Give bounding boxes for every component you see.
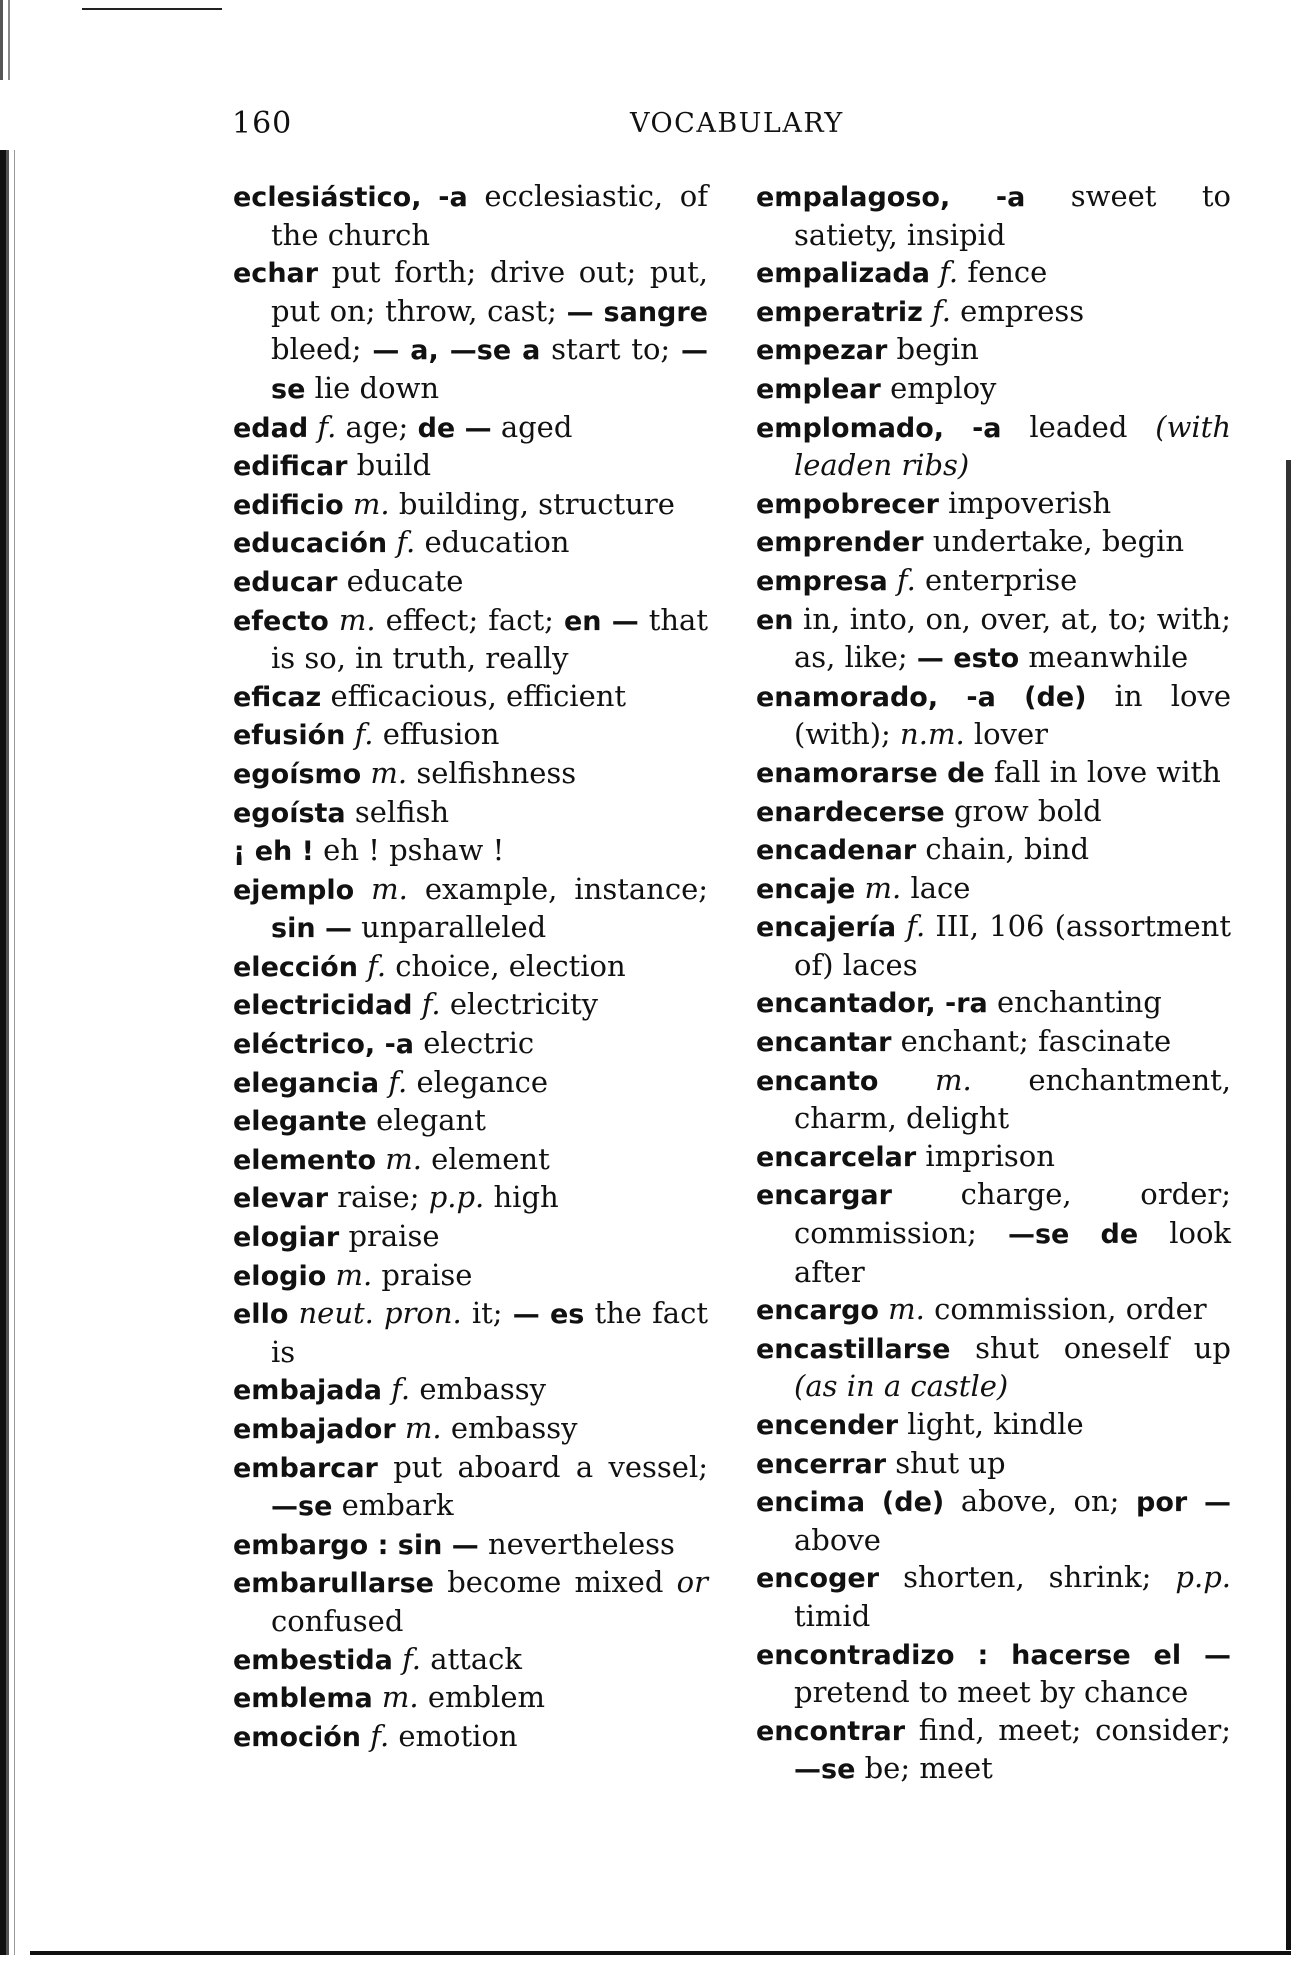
definition: enterprise	[915, 562, 1078, 597]
headword: enardecerse	[756, 796, 945, 828]
dictionary-entry	[233, 1141, 708, 1180]
definition: in, into, on, over, at, to; with; as, like;	[793, 601, 1231, 675]
grammar-label: (as in a castle)	[794, 1369, 1009, 1404]
headword: embarullarse	[233, 1568, 434, 1600]
dictionary-entry	[756, 1406, 1231, 1445]
definition: ecclesiastic, of the church	[271, 179, 708, 252]
grammar-label: f.	[361, 1718, 390, 1753]
headword: ejemplo	[233, 874, 355, 906]
dictionary-entry	[233, 409, 708, 448]
headword: egoísmo	[233, 758, 362, 790]
dictionary-entry	[756, 1138, 1231, 1177]
headword: ¡ eh !	[233, 836, 314, 868]
headword: efusión	[233, 720, 346, 752]
dictionary-entry	[756, 984, 1231, 1023]
definition: impoverish	[938, 485, 1112, 520]
grammar-label: f.	[379, 1064, 408, 1099]
grammar-label: p.p.	[1175, 1560, 1231, 1595]
definition: above, on;	[944, 1484, 1137, 1519]
dictionary-entry	[233, 1641, 708, 1680]
headword: en	[756, 604, 794, 636]
definition: building, structure	[389, 486, 675, 521]
dictionary-entry	[233, 794, 708, 833]
dictionary-entry	[233, 1102, 708, 1141]
headword: emprender	[756, 527, 924, 559]
dictionary-entry	[756, 562, 1231, 601]
headword: emoción	[233, 1721, 362, 1753]
grammar-label: neut. pron.	[288, 1296, 462, 1331]
grammar-label: n.m.	[900, 717, 965, 752]
grammar-label: f.	[308, 409, 337, 444]
top-rule	[82, 8, 222, 10]
definition: educate	[337, 563, 464, 598]
headword: eléctrico, -a	[233, 1029, 414, 1061]
definition: fall in love with	[984, 754, 1221, 789]
page-bottom-edge	[30, 1951, 1291, 1955]
headword: —se	[271, 335, 709, 405]
definition: III, 106 (assortment of) laces	[794, 909, 1231, 982]
dictionary-entry	[756, 370, 1231, 409]
dictionary-entry	[233, 254, 708, 408]
dictionary-entry	[233, 563, 708, 602]
dictionary-entry	[756, 1559, 1231, 1635]
dictionary-entry	[233, 1257, 708, 1296]
definition: undertake, begin	[923, 524, 1185, 559]
dictionary-entry	[233, 986, 708, 1025]
definition: in love (with);	[794, 678, 1232, 752]
headword: encadenar	[756, 835, 917, 867]
headword: ello	[233, 1299, 289, 1331]
headword: elegante	[233, 1106, 367, 1138]
grammar-label: m.	[878, 1292, 925, 1327]
headword: — sangre	[566, 296, 708, 328]
definition: empress	[950, 293, 1085, 328]
headword: encargar	[756, 1180, 892, 1212]
dictionary-entry	[233, 1179, 708, 1218]
headword: encaje	[756, 873, 856, 905]
page-right-edge	[1286, 460, 1291, 1950]
definition: aged	[491, 409, 573, 444]
dictionary-entry	[233, 1295, 708, 1371]
definition: pretend to meet by chance	[794, 1675, 1189, 1710]
definition: timid	[794, 1598, 871, 1633]
headword: enamorado, -a (de)	[756, 681, 1087, 713]
headword: elegancia	[233, 1067, 380, 1099]
dictionary-entry	[233, 716, 708, 755]
right-column	[756, 178, 1231, 1789]
headword: empobrecer	[756, 488, 939, 520]
dictionary-entry	[233, 602, 708, 678]
headword: encontradizo : hacerse el —	[756, 1639, 1231, 1671]
dictionary-entry	[756, 178, 1231, 254]
definition: high	[484, 1180, 559, 1215]
definition: shut up	[886, 1445, 1006, 1480]
dictionary-entry	[756, 1062, 1231, 1138]
dictionary-entry	[756, 293, 1231, 332]
definition: nevertheless	[478, 1526, 675, 1561]
grammar-label: p.p.	[428, 1180, 485, 1215]
grammar-label: m.	[372, 1680, 419, 1715]
dictionary-entry	[233, 486, 708, 525]
definition: electricity	[440, 987, 599, 1022]
definition: selfishness	[407, 755, 577, 790]
dictionary-entry	[233, 1410, 708, 1449]
headword: empresa	[756, 565, 888, 597]
running-head: VOCABULARY	[630, 108, 844, 139]
definition: education	[415, 525, 570, 560]
headword: encargo	[756, 1295, 879, 1327]
headword: elemento	[233, 1144, 377, 1176]
definition: start to;	[540, 332, 682, 367]
grammar-label: m.	[878, 1062, 972, 1097]
definition: embassy	[441, 1411, 578, 1445]
definition: choice, election	[386, 948, 626, 983]
headword: encantar	[756, 1027, 892, 1059]
headword: electricidad	[233, 990, 413, 1022]
definition: become mixed	[433, 1565, 677, 1600]
dictionary-entry	[756, 485, 1231, 524]
definition: that is so, in truth, really	[271, 602, 709, 676]
headword: elogio	[233, 1260, 327, 1292]
headword: edificar	[233, 451, 348, 483]
headword: embargo : sin —	[233, 1529, 479, 1561]
definition: element	[421, 1141, 550, 1176]
headword: de —	[417, 412, 492, 444]
headword: educar	[233, 566, 338, 598]
headword: encender	[756, 1410, 899, 1441]
definition: raise;	[328, 1180, 429, 1215]
grammar-label: f.	[929, 255, 959, 290]
dictionary-entry	[233, 948, 708, 987]
headword: encajería	[756, 912, 897, 944]
dictionary-entry	[756, 1445, 1231, 1484]
headword: encarcelar	[756, 1141, 917, 1173]
headword: elección	[233, 951, 358, 983]
dictionary-entry	[756, 1712, 1231, 1789]
definition: build	[347, 448, 432, 483]
definition: unparalleled	[351, 910, 547, 945]
headword: emblema	[233, 1683, 373, 1715]
grammar-label: m.	[354, 871, 408, 906]
headword: embajada	[233, 1375, 383, 1407]
headword: eclesiástico, -a	[233, 182, 468, 213]
dictionary-entry	[756, 754, 1231, 793]
definition: embark	[332, 1488, 454, 1523]
headword: emplear	[756, 373, 881, 405]
page-scan-edge	[0, 0, 30, 80]
grammar-label: (with leaden ribs)	[794, 409, 1232, 483]
headword: echar	[233, 258, 319, 290]
headword: encoger	[756, 1563, 880, 1595]
headword: — es	[512, 1299, 585, 1331]
dictionary-entry	[756, 1023, 1231, 1062]
dictionary-entry	[756, 1176, 1231, 1291]
grammar-label: f.	[392, 1641, 422, 1676]
definition: lover	[964, 717, 1049, 752]
headword: encima (de)	[756, 1487, 945, 1519]
dictionary-entry	[233, 1679, 708, 1718]
headword: encanto	[756, 1065, 879, 1097]
headword: educación	[233, 528, 388, 560]
grammar-label: f.	[357, 948, 387, 983]
definition: above	[794, 1522, 881, 1557]
dictionary-entry	[233, 871, 708, 948]
headword: —se	[794, 1754, 856, 1786]
grammar-label: m.	[855, 870, 902, 905]
headword: encerrar	[756, 1448, 887, 1480]
definition: bleed;	[271, 332, 373, 367]
definition: eh ! pshaw !	[313, 833, 505, 868]
grammar-label: m.	[343, 486, 390, 521]
grammar-label: f.	[387, 525, 416, 560]
definition: lace	[901, 870, 971, 905]
grammar-label: f.	[382, 1372, 411, 1407]
definition: elegance	[407, 1064, 549, 1099]
definition: chain, bind	[916, 832, 1090, 867]
definition: put aboard a vessel;	[377, 1449, 708, 1484]
headword: —se	[271, 1491, 333, 1523]
dictionary-entry	[756, 793, 1231, 832]
dictionary-entry	[756, 831, 1231, 870]
dictionary-entry	[233, 755, 708, 794]
definition: begin	[887, 332, 979, 367]
dictionary-entry	[233, 447, 708, 486]
headword: encastillarse	[756, 1333, 951, 1365]
definition: selfish	[345, 794, 450, 829]
headword: sin —	[271, 913, 352, 945]
definition: leaded	[1001, 409, 1156, 444]
headword: embajador	[233, 1414, 396, 1445]
headword: encontrar	[756, 1715, 906, 1747]
definition: put forth; drive out; put, put on; throw, cast;	[271, 255, 708, 328]
headword: efecto	[233, 605, 329, 637]
definition: enchant; fascinate	[891, 1024, 1172, 1059]
headword: emperatriz	[756, 296, 923, 328]
definition: look after	[794, 1216, 1231, 1289]
definition: find, meet; consider;	[905, 1712, 1231, 1747]
dictionary-entry	[756, 601, 1231, 678]
dictionary-entry	[756, 254, 1231, 293]
headword: elevar	[233, 1183, 329, 1215]
grammar-label: f.	[345, 717, 374, 752]
dictionary-entry	[756, 409, 1231, 485]
page-number: 160	[232, 106, 293, 141]
definition: age;	[336, 409, 418, 444]
definition: praise	[372, 1257, 473, 1292]
grammar-label: or	[676, 1565, 708, 1600]
dictionary-entry	[233, 178, 708, 254]
dictionary-entry	[756, 1483, 1231, 1559]
headword: elogiar	[233, 1222, 340, 1254]
dictionary-entry	[756, 908, 1231, 984]
dictionary-entry	[233, 1526, 708, 1565]
definition: praise	[339, 1219, 440, 1254]
definition: charge, order; commission;	[794, 1177, 1231, 1251]
left-column	[233, 178, 708, 1756]
headword: edad	[233, 412, 309, 444]
definition: be; meet	[855, 1751, 993, 1786]
definition: emotion	[389, 1718, 518, 1753]
grammar-label: f.	[887, 562, 916, 597]
dictionary-entry	[233, 832, 708, 871]
definition: embassy	[410, 1372, 547, 1407]
headword: edificio	[233, 489, 344, 521]
definition: sweet to satiety, insipid	[794, 179, 1232, 252]
dictionary-entry	[756, 331, 1231, 370]
headword: eficaz	[233, 681, 322, 713]
definition: employ	[880, 370, 997, 405]
definition: electric	[414, 1026, 535, 1061]
dictionary-entry	[233, 1449, 708, 1526]
definition: attack	[421, 1641, 522, 1676]
definition: shut oneself up	[950, 1330, 1231, 1365]
definition: emblem	[418, 1680, 546, 1715]
headword: embarcar	[233, 1452, 378, 1484]
definition: effusion	[373, 717, 500, 752]
headword: empalagoso, -a	[756, 182, 1026, 213]
dictionary-entry	[756, 678, 1231, 754]
dictionary-entry	[233, 1564, 708, 1640]
headword: empezar	[756, 335, 888, 367]
headword: emplomado, -a	[756, 412, 1002, 444]
definition: grow bold	[944, 793, 1102, 828]
grammar-label: f.	[412, 987, 441, 1022]
definition: effect; fact;	[375, 602, 564, 637]
grammar-label: m.	[361, 755, 408, 790]
dictionary-entry	[756, 1330, 1231, 1406]
grammar-label: m.	[326, 1257, 373, 1292]
dictionary-entry	[756, 870, 1231, 909]
definition: fence	[958, 255, 1048, 290]
dictionary-entry	[756, 1291, 1231, 1330]
grammar-label: m.	[328, 602, 376, 637]
grammar-label: f.	[896, 909, 926, 944]
headword: embestida	[233, 1644, 393, 1676]
definition: light, kindle	[898, 1407, 1084, 1441]
grammar-label: m.	[395, 1411, 442, 1445]
headword: en —	[563, 605, 639, 637]
definition: meanwhile	[1019, 640, 1189, 675]
definition: elegant	[366, 1103, 486, 1138]
dictionary-entry	[233, 1025, 708, 1064]
definition: it;	[461, 1296, 513, 1331]
dictionary-entry	[233, 678, 708, 717]
dictionary-entry	[233, 1064, 708, 1103]
dictionary-entry	[233, 1218, 708, 1257]
headword: por —	[1136, 1487, 1232, 1519]
headword: encantador, -ra	[756, 988, 988, 1020]
definition: example, instance;	[407, 871, 709, 906]
dictionary-entry	[233, 524, 708, 563]
definition: enchantment, charm, delight	[794, 1062, 1231, 1136]
headword: — a, —se a	[372, 335, 541, 367]
headword: — esto	[916, 643, 1020, 675]
headword: egoísta	[233, 797, 346, 829]
definition: shorten, shrink;	[879, 1560, 1176, 1595]
dictionary-entry	[233, 1718, 708, 1757]
dictionary-entry	[756, 1636, 1231, 1712]
definition: commission, order	[924, 1292, 1207, 1327]
definition: confused	[271, 1603, 404, 1638]
definition: imprison	[916, 1138, 1055, 1173]
grammar-label: m.	[376, 1141, 422, 1176]
definition: enchanting	[987, 985, 1162, 1020]
definition: efficacious, efficient	[321, 678, 627, 713]
book-spine-shadow	[0, 150, 18, 1955]
headword: —se de	[1007, 1219, 1139, 1251]
dictionary-entry	[233, 1371, 708, 1410]
headword: empalizada	[756, 258, 930, 290]
headword: enamorarse de	[756, 757, 985, 789]
definition: lie down	[305, 370, 440, 405]
definition: the fact is	[271, 1296, 708, 1369]
dictionary-entry	[756, 523, 1231, 562]
grammar-label: f.	[922, 293, 951, 328]
